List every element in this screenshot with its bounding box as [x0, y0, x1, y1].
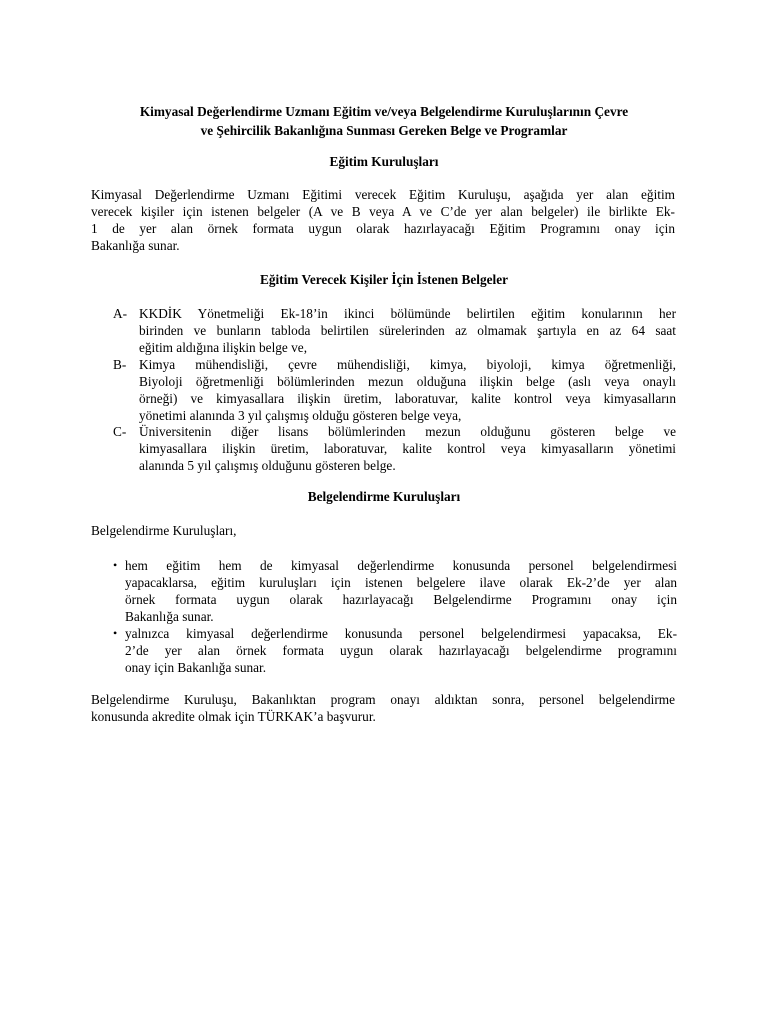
list-line: Kimya mühendisliği, çevre mühendisliği, kimya, biyoloji, kimya öğretmenliği,	[139, 357, 676, 372]
bullet-item-text	[125, 625, 677, 676]
bullet-icon: •	[113, 558, 118, 572]
section-heading-egitim-kuruluslari: Eğitim Kuruluşları	[329, 154, 439, 169]
closing-paragraph	[91, 691, 675, 725]
bullet-line: hem eğitim hem de kimyasal değerlendirme konusunda personel belgelendirmesi	[125, 558, 677, 573]
bullet-icon: •	[113, 626, 118, 640]
closing-line: konusunda akredite olmak için TÜRKAK’a başvurur.	[91, 709, 376, 724]
list-item-text	[139, 305, 676, 356]
intro-paragraph	[91, 186, 675, 254]
bullet-item-text	[125, 557, 677, 625]
bullet-line: yalnızca kimyasal değerlendirme konusunda personel belgelendirmesi yapacaksa, Ek-	[125, 626, 677, 641]
list-marker: A-	[113, 306, 128, 321]
list-line: alanında 5 yıl çalışmış olduğunu gösteren belge.	[139, 458, 396, 473]
intro-line: Bakanlığa sunar.	[91, 238, 180, 253]
title-line-1: Kimyasal Değerlendirme Uzmanı Eğitim ve/veya Belgelendirme Kuruluşlarının Çevre	[139, 104, 629, 119]
list-line: KKDİK Yönetmeliği Ek-18’in ikinci bölümünde belirtilen eğitim konularının her	[139, 306, 676, 321]
document-title	[91, 102, 677, 140]
list-line: eğitim aldığına ilişkin belge ve,	[139, 340, 308, 355]
title-line-2: ve Şehircilik Bakanlığına Sunması Gereken Belge ve Programlar	[200, 123, 568, 138]
list-line: Üniversitenin diğer lisans bölümlerinden mezun olduğunu gösteren belge ve	[139, 424, 676, 439]
list-marker: C-	[113, 424, 127, 439]
list-line: örneği) ve kimyasallara ilişkin üretim, laboratuvar, kalite kontrol veya kimyasalların	[139, 391, 676, 406]
list-line: birinden ve bunların tabloda belirtilen sürelerinden az olmamak şartıyla en az 64 saat	[139, 323, 676, 338]
bullet-line: 2’de yer alan örnek formata uygun olarak hazırlayacağı belgelendirme programını	[125, 643, 677, 658]
list-line: Biyoloji öğretmenliği bölümlerinden mezun olduğuna ilişkin belge (aslı veya onaylı	[139, 374, 676, 389]
list-line: yönetimi alanında 3 yıl çalışmış olduğu gösteren belge veya,	[139, 408, 462, 423]
bullet-line: yapacaklarsa, eğitim kuruluşları için istenen belgelere ilave olarak Ek-2’de yer alan	[125, 575, 677, 590]
list-marker: B-	[113, 357, 127, 372]
bullet-line: örnek formata uygun olarak hazırlayacağı Belgelendirme Programını onay için	[125, 592, 677, 607]
intro-line: Kimyasal Değerlendirme Uzmanı Eğitimi verecek Eğitim Kuruluşu, aşağıda yer alan eğitim	[91, 187, 675, 202]
bullet-line: onay için Bakanlığa sunar.	[125, 660, 267, 675]
list-line: kimyasallara ilişkin üretim, laboratuvar, kalite kontrol veya kimyasalların yönetimi	[139, 441, 676, 456]
list-item-text	[139, 423, 676, 474]
closing-line: Belgelendirme Kuruluşu, Bakanlıktan program onayı aldıktan sonra, personel belgelendirme	[91, 692, 675, 707]
subsection-heading-istenen-belgeler: Eğitim Verecek Kişiler İçin İstenen Belgeler	[259, 272, 509, 287]
intro-line: verecek kişiler için istenen belgeler (A ve B veya A ve C’de yer alan belgeler) ile birlikte Ek-	[91, 204, 675, 219]
bullet-line: Bakanlığa sunar.	[125, 609, 214, 624]
section-heading-belgelendirme-kuruluslari: Belgelendirme Kuruluşları	[307, 489, 461, 504]
list-item-text	[139, 356, 676, 424]
section2-intro	[91, 522, 675, 539]
intro-line: 1 de yer alan örnek formata uygun olarak hazırlayacağı Eğitim Programını onay için	[91, 221, 675, 236]
section2-intro-line: Belgelendirme Kuruluşları,	[91, 523, 237, 538]
